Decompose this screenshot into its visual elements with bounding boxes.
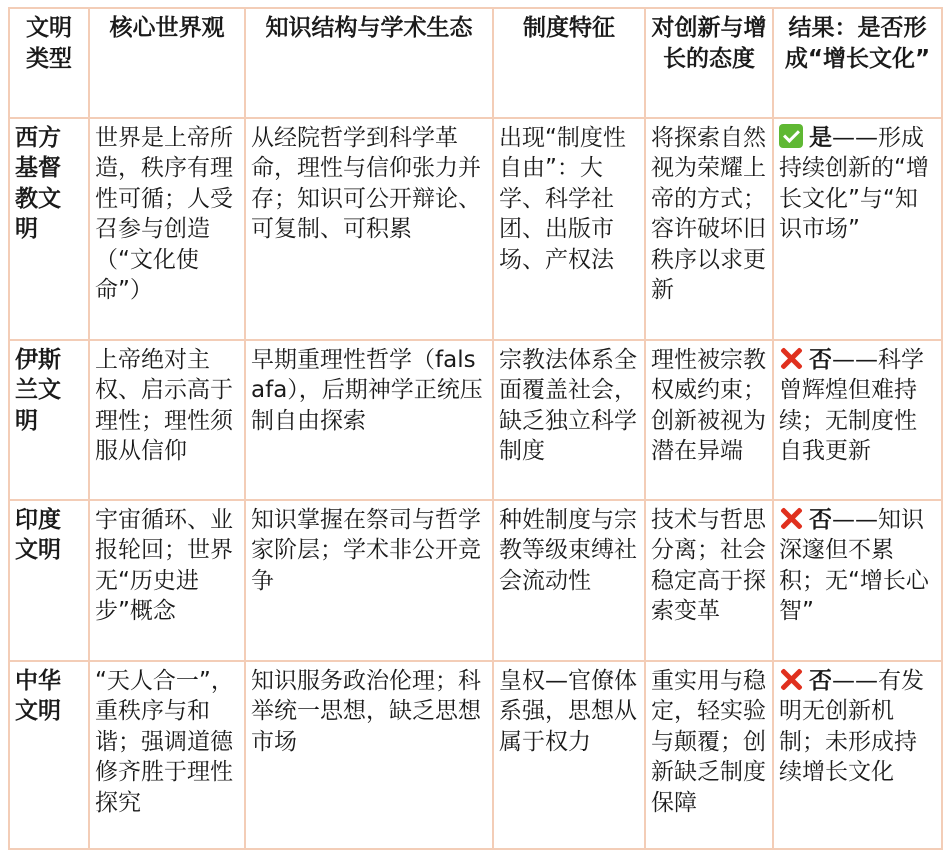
result-cell (773, 340, 942, 500)
header-attitude: 对创新与增长的态度 (645, 8, 773, 118)
knowledge-cell: 知识掌握在祭司与哲学家阶层；学术非公开竞争 (245, 500, 493, 661)
table-header-row (9, 8, 942, 118)
table-row (9, 118, 942, 340)
header-worldview: 核心世界观 (89, 8, 245, 118)
result-text: ——知识深邃但不累积；无“增长心智” (779, 506, 929, 625)
result-verdict: 否 (809, 667, 832, 694)
result-verdict: 否 (809, 506, 832, 533)
result-text: ——有发明无创新机制；未形成持续增长文化 (779, 667, 924, 786)
table-row (9, 661, 942, 849)
row-type-cell: 中华文明 (9, 661, 89, 849)
cross-icon (779, 667, 803, 691)
result-text: ——科学曾辉煌但难持续；无制度性自我更新 (779, 346, 924, 465)
table-row (9, 340, 942, 500)
worldview-cell: 上帝绝对主权、启示高于理性；理性须服从信仰 (89, 340, 245, 500)
institution-cell: 宗教法体系全面覆盖社会，缺乏独立科学制度 (493, 340, 645, 500)
result-cell (773, 118, 942, 340)
result-verdict: 是 (809, 124, 832, 151)
institution-cell: 种姓制度与宗教等级束缚社会流动性 (493, 500, 645, 661)
worldview-cell: 宇宙循环、业报轮回；世界无“历史进步”概念 (89, 500, 245, 661)
attitude-cell: 理性被宗教权威约束；创新被视为潜在异端 (645, 340, 773, 500)
result-verdict: 否 (809, 346, 832, 373)
cross-icon (779, 346, 803, 370)
attitude-cell: 重实用与稳定，轻实验与颠覆；创新缺乏制度保障 (645, 661, 773, 849)
result-cell (773, 661, 942, 849)
attitude-cell: 将探索自然视为荣耀上帝的方式；容许破坏旧秩序以求更新 (645, 118, 773, 340)
institution-cell: 出现“制度性自由”：大学、科学社团、出版市场、产权法 (493, 118, 645, 340)
header-civilization-type: 文明类型 (9, 8, 89, 118)
knowledge-cell: 早期重理性哲学（falsafa），后期神学正统压制自由探索 (245, 340, 493, 500)
header-knowledge: 知识结构与学术生态 (245, 8, 493, 118)
comparison-table (8, 7, 943, 850)
knowledge-cell: 从经院哲学到科学革命，理性与信仰张力并存；知识可公开辩论、可复制、可积累 (245, 118, 493, 340)
row-type-cell: 西方基督教文明 (9, 118, 89, 340)
knowledge-cell: 知识服务政治伦理；科举统一思想，缺乏思想市场 (245, 661, 493, 849)
result-text: ——形成持续创新的“增长文化”与“知识市场” (779, 124, 929, 243)
worldview-cell: “天人合一”，重秩序与和谐；强调道德修齐胜于理性探究 (89, 661, 245, 849)
cross-icon (779, 506, 803, 530)
result-cell (773, 500, 942, 661)
header-institution: 制度特征 (493, 8, 645, 118)
attitude-cell: 技术与哲思分离；社会稳定高于探索变革 (645, 500, 773, 661)
institution-cell: 皇权—官僚体系强，思想从属于权力 (493, 661, 645, 849)
table-row (9, 500, 942, 661)
header-result: 结果：是否形成“增长文化” (773, 8, 942, 118)
worldview-cell: 世界是上帝所造，秩序有理性可循；人受召参与创造（“文化使命”） (89, 118, 245, 340)
row-type-cell: 伊斯兰文明 (9, 340, 89, 500)
check-icon (779, 124, 803, 148)
row-type-cell: 印度文明 (9, 500, 89, 661)
